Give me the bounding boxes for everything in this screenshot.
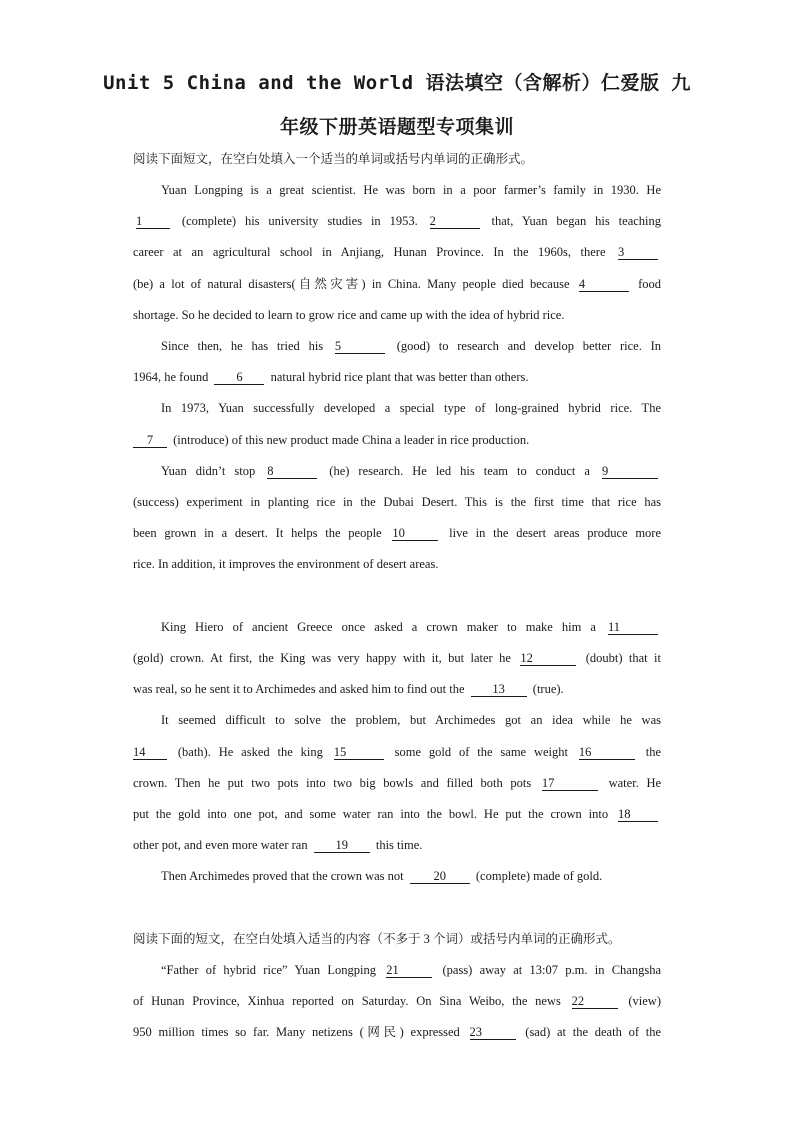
passage-1-para-3-line-2: [133, 431, 661, 449]
answer-blank[interactable]: 18: [618, 807, 658, 822]
passage-1-para-1-line-2: [133, 212, 661, 230]
answer-blank[interactable]: 19: [314, 838, 370, 853]
passage-2-para-2-line-3: [133, 774, 661, 792]
document-title-line-1: Unit 5 China and the World 语法填空（含解析）仁爱版 九: [103, 72, 691, 94]
answer-blank[interactable]: 10: [392, 526, 438, 541]
passage-1-para-2-line-1: [133, 337, 661, 355]
passage-1-para-4-line-1: [133, 462, 661, 480]
answer-blank[interactable]: 6: [214, 370, 264, 385]
passage-2-para-2-line-5: [133, 836, 661, 854]
text-segment: (introduce) of this new product made China a leader in rice production.: [173, 433, 530, 447]
answer-blank[interactable]: 2: [430, 214, 480, 229]
answer-blank[interactable]: 13: [471, 682, 527, 697]
answer-blank[interactable]: 22: [572, 994, 618, 1009]
text-segment: (he) research. He led his team to conduct a: [329, 464, 590, 478]
text-segment: (be) a lot of natural disasters(自然灾害) in China. Many people died because: [133, 277, 570, 291]
text-segment: Then Archimedes proved that the crown was not: [161, 869, 404, 883]
text-segment: (complete) his university studies in 1953.: [181, 214, 418, 228]
passage-2-para-3-line-1: [133, 867, 661, 885]
passage-2-para-2-line-4: [133, 805, 661, 823]
text-segment: some gold of the same weight: [394, 745, 568, 759]
passage-2-para-1-line-3: [133, 680, 661, 698]
text-segment: 1964, he found: [133, 370, 209, 384]
passage-1-para-1-line-4: [133, 275, 661, 293]
text-segment: food: [638, 277, 662, 291]
section-2-instruction: 阅读下面的短文，在空白处填入适当的内容（不多于 3 个词）或括号内单词的正确形式。: [133, 932, 621, 946]
passage-1-para-1-line-5: shortage. So he decided to learn to grow rice and came up with the idea of hybrid rice.: [133, 308, 565, 322]
answer-blank[interactable]: 9: [602, 464, 658, 479]
answer-blank[interactable]: 21: [386, 963, 432, 978]
answer-blank[interactable]: 23: [470, 1025, 516, 1040]
answer-blank[interactable]: 11: [608, 620, 658, 635]
text-segment: that, Yuan began his teaching: [491, 214, 662, 228]
answer-blank[interactable]: 3: [618, 245, 658, 260]
passage-1-para-1-line-3: [133, 243, 661, 261]
answer-blank[interactable]: 1: [136, 214, 170, 229]
answer-blank[interactable]: 5: [335, 339, 385, 354]
text-segment: (good) to research and develop better rice. In: [396, 339, 662, 353]
document-title-line-2: 年级下册英语题型专项集训: [279, 116, 514, 138]
passage-3-line-2: [133, 992, 661, 1010]
passage-2-para-2-line-2: [133, 743, 661, 761]
answer-blank[interactable]: 17: [542, 776, 598, 791]
text-segment: crown. Then he put two pots into two big bowls and filled both pots: [133, 776, 532, 790]
answer-blank[interactable]: 15: [334, 745, 384, 760]
text-segment: water. He: [608, 776, 662, 790]
answer-blank[interactable]: 14: [133, 745, 167, 760]
passage-2-para-1-line-2: [133, 649, 661, 667]
text-segment: (gold) crown. At first, the King was very happy with it, but later he: [133, 651, 511, 665]
passage-1-para-1-line-1: Yuan Longping is a great scientist. He was born in a poor farmer’s family in 1930. He: [161, 183, 661, 197]
text-segment: Yuan didn’t stop: [161, 464, 256, 478]
answer-blank[interactable]: 20: [410, 869, 470, 884]
text-segment: this time.: [375, 838, 423, 852]
passage-3-line-3: [133, 1023, 661, 1041]
answer-blank[interactable]: 8: [267, 464, 317, 479]
text-segment: was real, so he sent it to Archimedes and asked him to find out the: [133, 682, 465, 696]
passage-1-para-4-line-4: rice. In addition, it improves the environment of desert areas.: [133, 557, 439, 571]
passage-1-para-3-line-1: In 1973, Yuan successfully developed a special type of long-grained hybrid rice. The: [161, 401, 661, 415]
text-segment: King Hiero of ancient Greece once asked a crown maker to make him a: [161, 620, 596, 634]
answer-blank[interactable]: 4: [579, 277, 629, 292]
text-segment: other pot, and even more water ran: [133, 838, 308, 852]
passage-1-para-4-line-2: (success) experiment in planting rice in the Dubai Desert. This is the first time that rice has: [133, 495, 661, 509]
answer-blank[interactable]: 7: [133, 433, 167, 448]
answer-blank[interactable]: 12: [520, 651, 576, 666]
text-segment: the: [645, 745, 662, 759]
text-segment: natural hybrid rice plant that was better than others.: [270, 370, 529, 384]
text-segment: “Father of hybrid rice” Yuan Longping: [161, 963, 376, 977]
text-segment: put the gold into one pot, and some water ran into the bowl. He put the crown into: [133, 807, 609, 821]
passage-1-para-4-line-3: [133, 524, 661, 542]
answer-blank[interactable]: 16: [579, 745, 635, 760]
text-segment: (sad) at the death of the: [525, 1025, 661, 1039]
text-segment: been grown in a desert. It helps the people: [133, 526, 382, 540]
text-segment: (view): [628, 994, 661, 1008]
text-segment: live in the desert areas produce more: [449, 526, 662, 540]
text-segment: of Hunan Province, Xinhua reported on Saturday. On Sina Weibo, the news: [133, 994, 561, 1008]
text-segment: (true).: [532, 682, 564, 696]
passage-2-para-2-line-1: It seemed difficult to solve the problem, but Archimedes got an idea while he was: [161, 713, 661, 727]
passage-2-para-1-line-1: [133, 618, 661, 636]
text-segment: career at an agricultural school in Anjiang, Hunan Province. In the 1960s, there: [133, 245, 606, 259]
passage-3-line-1: [133, 961, 661, 979]
text-segment: (complete) made of gold.: [475, 869, 603, 883]
passage-1-para-2-line-2: [133, 368, 661, 386]
text-segment: Since then, he has tried his: [161, 339, 324, 353]
section-1-instruction: 阅读下面短文，在空白处填入一个适当的单词或括号内单词的正确形式。: [133, 152, 534, 166]
text-segment: (bath). He asked the king: [177, 745, 323, 759]
text-segment: (pass) away at 13:07 p.m. in Changsha: [442, 963, 662, 977]
text-segment: 950 million times so far. Many netizens (网民) expressed: [133, 1025, 460, 1039]
text-segment: (doubt) that it: [585, 651, 662, 665]
